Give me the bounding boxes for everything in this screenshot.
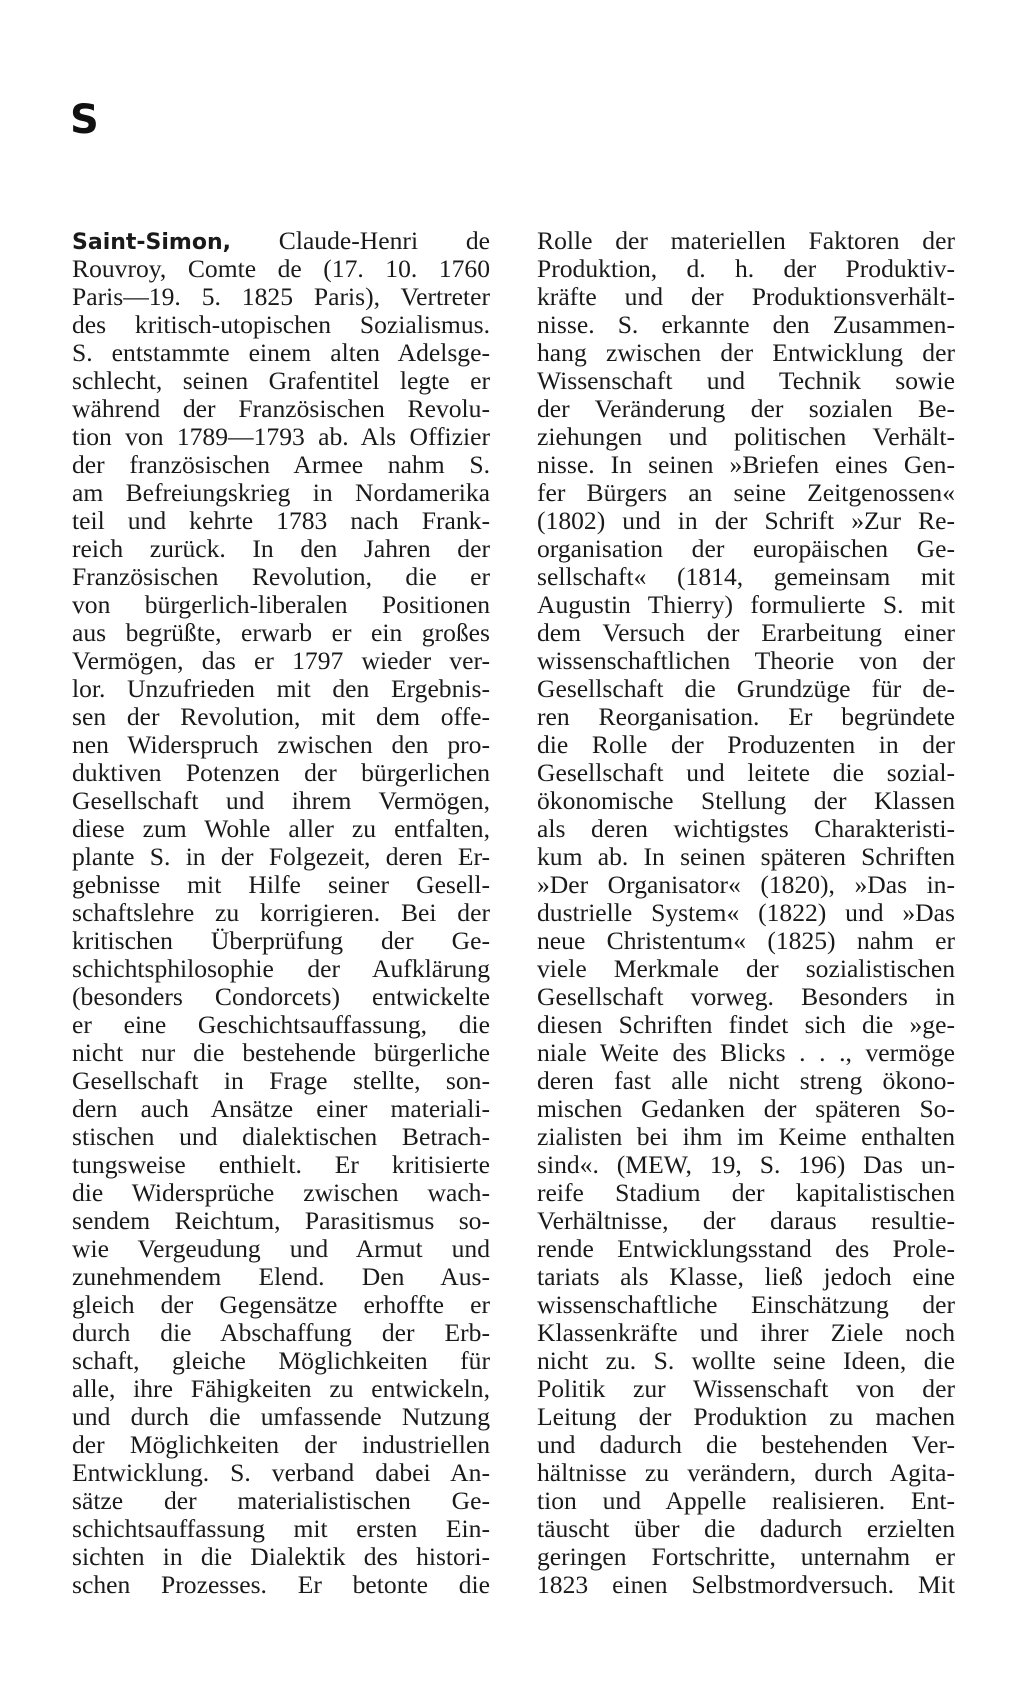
text-line: Gesellschaft vorweg. Besonders in bbox=[537, 982, 955, 1011]
text-line: und durch die umfassende Nutzung bbox=[72, 1402, 490, 1431]
text-line: diesen Schriften findet sich die »ge- bbox=[537, 1010, 955, 1039]
text-line: geringen Fortschritte, unternahm er bbox=[537, 1542, 955, 1571]
text-line: zialisten bei ihm im Keime enthalten bbox=[537, 1122, 955, 1151]
text-line: ökonomische Stellung der Klassen bbox=[537, 786, 955, 815]
text-line: als deren wichtigstes Charakteristi- bbox=[537, 814, 955, 843]
text-line: kum ab. In seinen späteren Schriften bbox=[537, 842, 955, 871]
text-line: plante S. in der Folgezeit, deren Er- bbox=[72, 842, 490, 871]
text-line: kritischen Überprüfung der Ge- bbox=[72, 926, 490, 955]
text-line: tariats als Klasse, ließ jedoch eine bbox=[537, 1262, 955, 1291]
text-line: sendem Reichtum, Parasitismus so- bbox=[72, 1206, 490, 1235]
text-line: sind«. (MEW, 19, S. 196) Das un- bbox=[537, 1150, 955, 1179]
text-line: schichtsphilosophie der Aufklärung bbox=[72, 954, 490, 983]
text-line: dustrielle System« (1822) und »Das bbox=[537, 898, 955, 927]
text-line: wissenschaftlichen Theorie von der bbox=[537, 646, 955, 675]
text-line: des kritisch-utopischen Sozialismus. bbox=[72, 310, 490, 339]
text-line: »Der Organisator« (1820), »Das in- bbox=[537, 870, 955, 899]
text-line: nisse. In seinen »Briefen eines Gen- bbox=[537, 450, 955, 479]
text-line: während der Französischen Revolu- bbox=[72, 394, 490, 423]
text-line: Entwicklung. S. verband dabei An- bbox=[72, 1458, 490, 1487]
text-line: tion von 1789—1793 ab. Als Offizier bbox=[72, 422, 490, 451]
text-line: Rouvroy, Comte de (17. 10. 1760 bbox=[72, 254, 490, 283]
text-line: schichtsauffassung mit ersten Ein- bbox=[72, 1514, 490, 1543]
text-line: (1802) und in der Schrift »Zur Re- bbox=[537, 506, 955, 535]
text-line: Augustin Thierry) formulierte S. mit bbox=[537, 590, 955, 619]
text-line: gleich der Gegensätze erhoffte er bbox=[72, 1290, 490, 1319]
text-line: tion und Appelle realisieren. Ent- bbox=[537, 1486, 955, 1515]
text-line: Produktion, d. h. der Produktiv- bbox=[537, 254, 955, 283]
text-line: kräfte und der Produktionsverhält- bbox=[537, 282, 955, 311]
text-line: Leitung der Produktion zu machen bbox=[537, 1402, 955, 1431]
text-line: organisation der europäischen Ge- bbox=[537, 534, 955, 563]
text-line: lor. Unzufrieden mit den Ergebnis- bbox=[72, 674, 490, 703]
text-line: der Veränderung der sozialen Be- bbox=[537, 394, 955, 423]
text-line: rende Entwicklungsstand des Prole- bbox=[537, 1234, 955, 1263]
left-column bbox=[72, 227, 490, 1599]
text-line: duktiven Potenzen der bürgerlichen bbox=[72, 758, 490, 787]
text-line: teil und kehrte 1783 nach Frank- bbox=[72, 506, 490, 535]
text-line: ren Reorganisation. Er begründete bbox=[537, 702, 955, 731]
text-line: am Befreiungskrieg in Nordamerika bbox=[72, 478, 490, 507]
text-line: Gesellschaft und leitete die sozial- bbox=[537, 758, 955, 787]
text-line: diese zum Wohle aller zu entfalten, bbox=[72, 814, 490, 843]
text-line: schlecht, seinen Grafentitel legte er bbox=[72, 366, 490, 395]
text-line: nicht nur die bestehende bürgerliche bbox=[72, 1038, 490, 1067]
text-line: schaftslehre zu korrigieren. Bei der bbox=[72, 898, 490, 927]
text-line: Gesellschaft und ihrem Vermögen, bbox=[72, 786, 490, 815]
text-line: schaft, gleiche Möglichkeiten für bbox=[72, 1346, 490, 1375]
text-line: und dadurch die bestehenden Ver- bbox=[537, 1430, 955, 1459]
text-line: der Möglichkeiten der industriellen bbox=[72, 1430, 490, 1459]
text-line: mischen Gedanken der späteren So- bbox=[537, 1094, 955, 1123]
text-line: Paris—19. 5. 1825 Paris), Vertreter bbox=[72, 282, 490, 311]
text-line: schen Prozesses. Er betonte die bbox=[72, 1570, 490, 1599]
text-line: von bürgerlich-liberalen Positionen bbox=[72, 590, 490, 619]
text-line: 1823 einen Selbstmordversuch. Mit bbox=[537, 1570, 955, 1599]
right-column bbox=[537, 227, 955, 1599]
text-line: S. entstammte einem alten Adelsge- bbox=[72, 338, 490, 367]
text-line: Rolle der materiellen Faktoren der bbox=[537, 226, 955, 255]
text-line: Gesellschaft die Grundzüge für de- bbox=[537, 674, 955, 703]
text-line: Gesellschaft in Frage stellte, son- bbox=[72, 1066, 490, 1095]
text-line: sichten in die Dialektik des histori- bbox=[72, 1542, 490, 1571]
text-line: Wissenschaft und Technik sowie bbox=[537, 366, 955, 395]
text-line: die Widersprüche zwischen wach- bbox=[72, 1178, 490, 1207]
text-line: stischen und dialektischen Betrach- bbox=[72, 1122, 490, 1151]
text-line: sätze der materialistischen Ge- bbox=[72, 1486, 490, 1515]
text-line: hang zwischen der Entwicklung der bbox=[537, 338, 955, 367]
text-line: zunehmendem Elend. Den Aus- bbox=[72, 1262, 490, 1291]
text-line: aus begrüßte, erwarb er ein großes bbox=[72, 618, 490, 647]
first-line-text: Claude-Henri de bbox=[230, 226, 490, 255]
text-line: er eine Geschichtsauffassung, die bbox=[72, 1010, 490, 1039]
text-line: sellschaft« (1814, gemeinsam mit bbox=[537, 562, 955, 591]
text-line: durch die Abschaffung der Erb- bbox=[72, 1318, 490, 1347]
text-line: die Rolle der Produzenten in der bbox=[537, 730, 955, 759]
text-line: nen Widerspruch zwischen den pro- bbox=[72, 730, 490, 759]
first-line bbox=[72, 227, 490, 255]
text-line: gebnisse mit Hilfe seiner Gesell- bbox=[72, 870, 490, 899]
text-line: wie Vergeudung und Armut und bbox=[72, 1234, 490, 1263]
text-line: reich zurück. In den Jahren der bbox=[72, 534, 490, 563]
text-line: täuscht über die dadurch erzielten bbox=[537, 1514, 955, 1543]
text-line: reife Stadium der kapitalistischen bbox=[537, 1178, 955, 1207]
text-line: viele Merkmale der sozialistischen bbox=[537, 954, 955, 983]
text-line: deren fast alle nicht streng ökono- bbox=[537, 1066, 955, 1095]
section-letter: S bbox=[70, 97, 99, 143]
text-line: wissenschaftliche Einschätzung der bbox=[537, 1290, 955, 1319]
text-line: dern auch Ansätze einer materiali- bbox=[72, 1094, 490, 1123]
text-line: Vermögen, das er 1797 wieder ver- bbox=[72, 646, 490, 675]
text-line: alle, ihre Fähigkeiten zu entwickeln, bbox=[72, 1374, 490, 1403]
text-line: neue Christentum« (1825) nahm er bbox=[537, 926, 955, 955]
text-line: Politik zur Wissenschaft von der bbox=[537, 1374, 955, 1403]
text-line: sen der Revolution, mit dem offe- bbox=[72, 702, 490, 731]
text-line: der französischen Armee nahm S. bbox=[72, 450, 490, 479]
text-line: hältnisse zu verändern, durch Agita- bbox=[537, 1458, 955, 1487]
text-line: Französischen Revolution, die er bbox=[72, 562, 490, 591]
text-line: tungsweise enthielt. Er kritisierte bbox=[72, 1150, 490, 1179]
text-line: niale Weite des Blicks . . ., vermöge bbox=[537, 1038, 955, 1067]
text-line: ziehungen und politischen Verhält- bbox=[537, 422, 955, 451]
text-line: Klassenkräfte und ihrer Ziele noch bbox=[537, 1318, 955, 1347]
text-line: dem Versuch der Erarbeitung einer bbox=[537, 618, 955, 647]
text-line: (besonders Condorcets) entwickelte bbox=[72, 982, 490, 1011]
text-line: nicht zu. S. wollte seine Ideen, die bbox=[537, 1346, 955, 1375]
entry-lemma: Saint-Simon, bbox=[72, 230, 231, 255]
text-line: fer Bürgers an seine Zeitgenossen« bbox=[537, 478, 955, 507]
text-line: Verhältnisse, der daraus resultie- bbox=[537, 1206, 955, 1235]
text-line: nisse. S. erkannte den Zusammen- bbox=[537, 310, 955, 339]
